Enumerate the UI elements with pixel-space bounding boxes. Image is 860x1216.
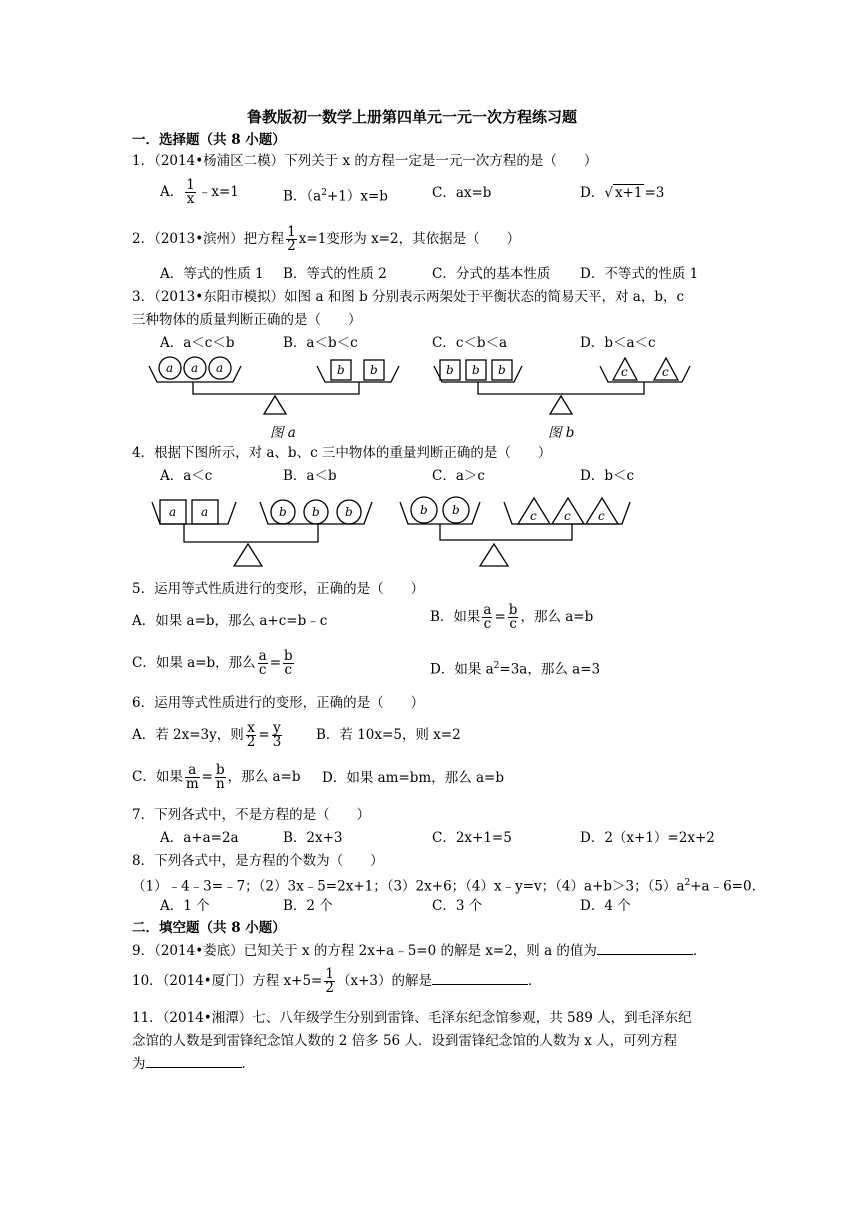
q1-option-a[interactable] <box>160 179 239 206</box>
label-a: a <box>166 361 174 375</box>
figure-a-caption: 图 a <box>270 425 296 441</box>
q2-fraction: $\frac{1}{2}$ <box>287 224 296 254</box>
label-b: b <box>498 363 506 377</box>
q6-option-b[interactable]: B．若 10x=5，则 x=2 <box>316 727 461 743</box>
label-b: b <box>337 363 345 377</box>
q1-stem: 1．（2014•杨浦区二模）下列关于 x 的方程一定是一元一次方程的是（ ） <box>132 153 598 169</box>
q10-stem: 10．（2014•厦门）方程 x+5= $\frac{1}{2}$ （x+3）的解是 ． <box>132 966 542 996</box>
section-2-heading: 二．填空题（共 8 小题） <box>132 920 286 936</box>
q11-line2: 念馆的人数是到雷锋纪念馆人数的 2 倍多 56 人．设到雷锋纪念馆的人数为 x 人，可列方程 <box>132 1033 678 1049</box>
label-a: a <box>216 361 224 375</box>
label-b: b <box>446 363 454 377</box>
q2-option-c[interactable]: C．分式的基本性质 <box>432 266 551 282</box>
label-b: b <box>345 505 353 519</box>
q8-option-b[interactable]: B．2 个 <box>283 898 333 914</box>
q6-option-a[interactable]: A．若 2x=3y，则 $\frac{x}{2}$ = $\frac{y}{3}$ <box>132 720 282 750</box>
q9-stem: 9．（2014•娄底）已知关于 x 的方程 2x+a﹣5=0 的解是 x=2，则 a 的值为 ． <box>132 943 707 959</box>
q2-option-d[interactable]: D．不等式的性质 1 <box>580 266 699 282</box>
q5-option-a[interactable]: A．如果 a=b，那么 a+c=b﹣c <box>132 613 328 629</box>
label-b: b <box>420 503 428 517</box>
q1-option-b[interactable]: B．$(a^2+1)x=b$ <box>283 188 388 205</box>
q3-option-b[interactable]: B．a＜b＜c <box>283 335 358 351</box>
q4-stem: 4．根据下图所示，对 a、b、c 三中物体的重量判断正确的是（ ） <box>132 445 552 461</box>
label-c: c <box>530 509 537 523</box>
q1-option-d[interactable]: D．√ x+1 =3 <box>580 185 665 201</box>
q8-option-d[interactable]: D．4 个 <box>580 898 631 914</box>
label-c: c <box>662 365 669 379</box>
q4-option-b[interactable]: B．a＜b <box>283 468 337 484</box>
q4-option-a[interactable]: A．a＜c <box>160 468 213 484</box>
q2-option-a[interactable]: A．等式的性质 1 <box>160 266 264 282</box>
balance-figure-q4-right <box>396 488 636 573</box>
q1-option-c[interactable]: C．ax=b <box>432 185 492 201</box>
q8-option-a[interactable]: A．1 个 <box>160 898 210 914</box>
q8-option-c[interactable]: C．3 个 <box>432 898 483 914</box>
label-c: c <box>598 509 605 523</box>
q1-a-text: ﹣x=1 <box>197 184 239 200</box>
q7-option-d[interactable]: D．2（x+1）=2x+2 <box>580 830 715 846</box>
balance-figure-q4-left <box>148 490 388 575</box>
page-title: 鲁教版初一数学上册第四单元一元一次方程练习题 <box>247 108 578 126</box>
q3-option-c[interactable]: C．c＜b＜a <box>432 335 508 351</box>
q7-option-a[interactable]: A．a+a=2a <box>160 830 239 846</box>
q7-option-c[interactable]: C．2x+1=5 <box>432 830 512 846</box>
label-a: a <box>191 361 199 375</box>
q6-option-c[interactable]: C．如果 $\frac{a}{m}$ = $\frac{b}{n}$ ，那么 a=b <box>132 762 301 792</box>
q8-items: （1）﹣4﹣3=﹣7；（2）3x﹣5=2x+1；（3）2x+6；（4）x﹣y=v；（4）a+b＞3；$(5)a^2+a﹣6=0$． <box>132 878 766 895</box>
q11-line1: 11．（2014•湘潭）七、八年级学生分别到雷锋、毛泽东纪念馆参观，共 589 人，到毛泽东纪 <box>132 1010 692 1026</box>
label-b: b <box>370 363 378 377</box>
q5-option-b[interactable]: B．如果 $\frac{a}{c}$ = $\frac{b}{c}$ ，那么 a=b <box>430 602 594 632</box>
q4-option-c[interactable]: C．a＞c <box>432 468 485 484</box>
q11-line3: 为 ． <box>132 1056 255 1072</box>
q2-stem: 2．（2013•滨州）把方程 $\frac{1}{2}$ x=1变形为 x=2，其依据是（ ） <box>132 224 521 254</box>
q5-stem: 5．运用等式性质进行的变形，正确的是（ ） <box>132 581 425 597</box>
q7-stem: 7．下列各式中，不是方程的是（ ） <box>132 807 371 823</box>
q3-option-a[interactable]: A．a＜c＜b <box>160 335 235 351</box>
q6-stem: 6．运用等式性质进行的变形，正确的是（ ） <box>132 695 425 711</box>
q10-fraction: $\frac{1}{2}$ <box>325 966 334 996</box>
label-b: b <box>472 363 480 377</box>
figure-b-caption: 图 b <box>548 425 575 441</box>
q8-stem: 8．下列各式中，是方程的个数为（ ） <box>132 853 384 869</box>
q3-stem-line1: 3．（2013•东阳市模拟）如图 a 和图 b 分别表示两架处于平衡状态的简易天平，对 a，b，c <box>132 289 685 305</box>
label-a: a <box>201 505 209 519</box>
q1-a-fraction: $\frac{1}{x}$ <box>186 177 195 207</box>
q4-option-d[interactable]: D．b＜c <box>580 468 635 484</box>
q6-option-d[interactable]: D．如果 am=bm，那么 a=b <box>322 770 505 786</box>
label-c: c <box>564 509 571 523</box>
q7-option-b[interactable]: B．2x+3 <box>283 830 343 846</box>
q9-answer-blank[interactable] <box>597 942 693 955</box>
label-b: b <box>312 505 320 519</box>
label-b: b <box>452 503 460 517</box>
label-b: b <box>279 505 287 519</box>
q11-answer-blank[interactable] <box>146 1055 242 1068</box>
q10-answer-blank[interactable] <box>432 972 528 985</box>
label-a: a <box>169 505 177 519</box>
q3-stem-line2: 三种物体的质量判断正确的是（ ） <box>132 312 362 328</box>
q2-option-b[interactable]: B．等式的性质 2 <box>283 266 387 282</box>
q1-a-label: A． <box>160 184 184 200</box>
section-1-heading: 一．选择题（共 8 小题） <box>132 132 286 148</box>
q3-option-d[interactable]: D．b＜a＜c <box>580 335 656 351</box>
q5-option-c[interactable]: C．如果 a=b，那么 $\frac{a}{c}$ = $\frac{b}{c}$ <box>132 648 293 678</box>
label-c: c <box>621 365 628 379</box>
q5-option-d[interactable]: D．如果 $a^2=3a$，那么 a=3 <box>430 661 601 678</box>
